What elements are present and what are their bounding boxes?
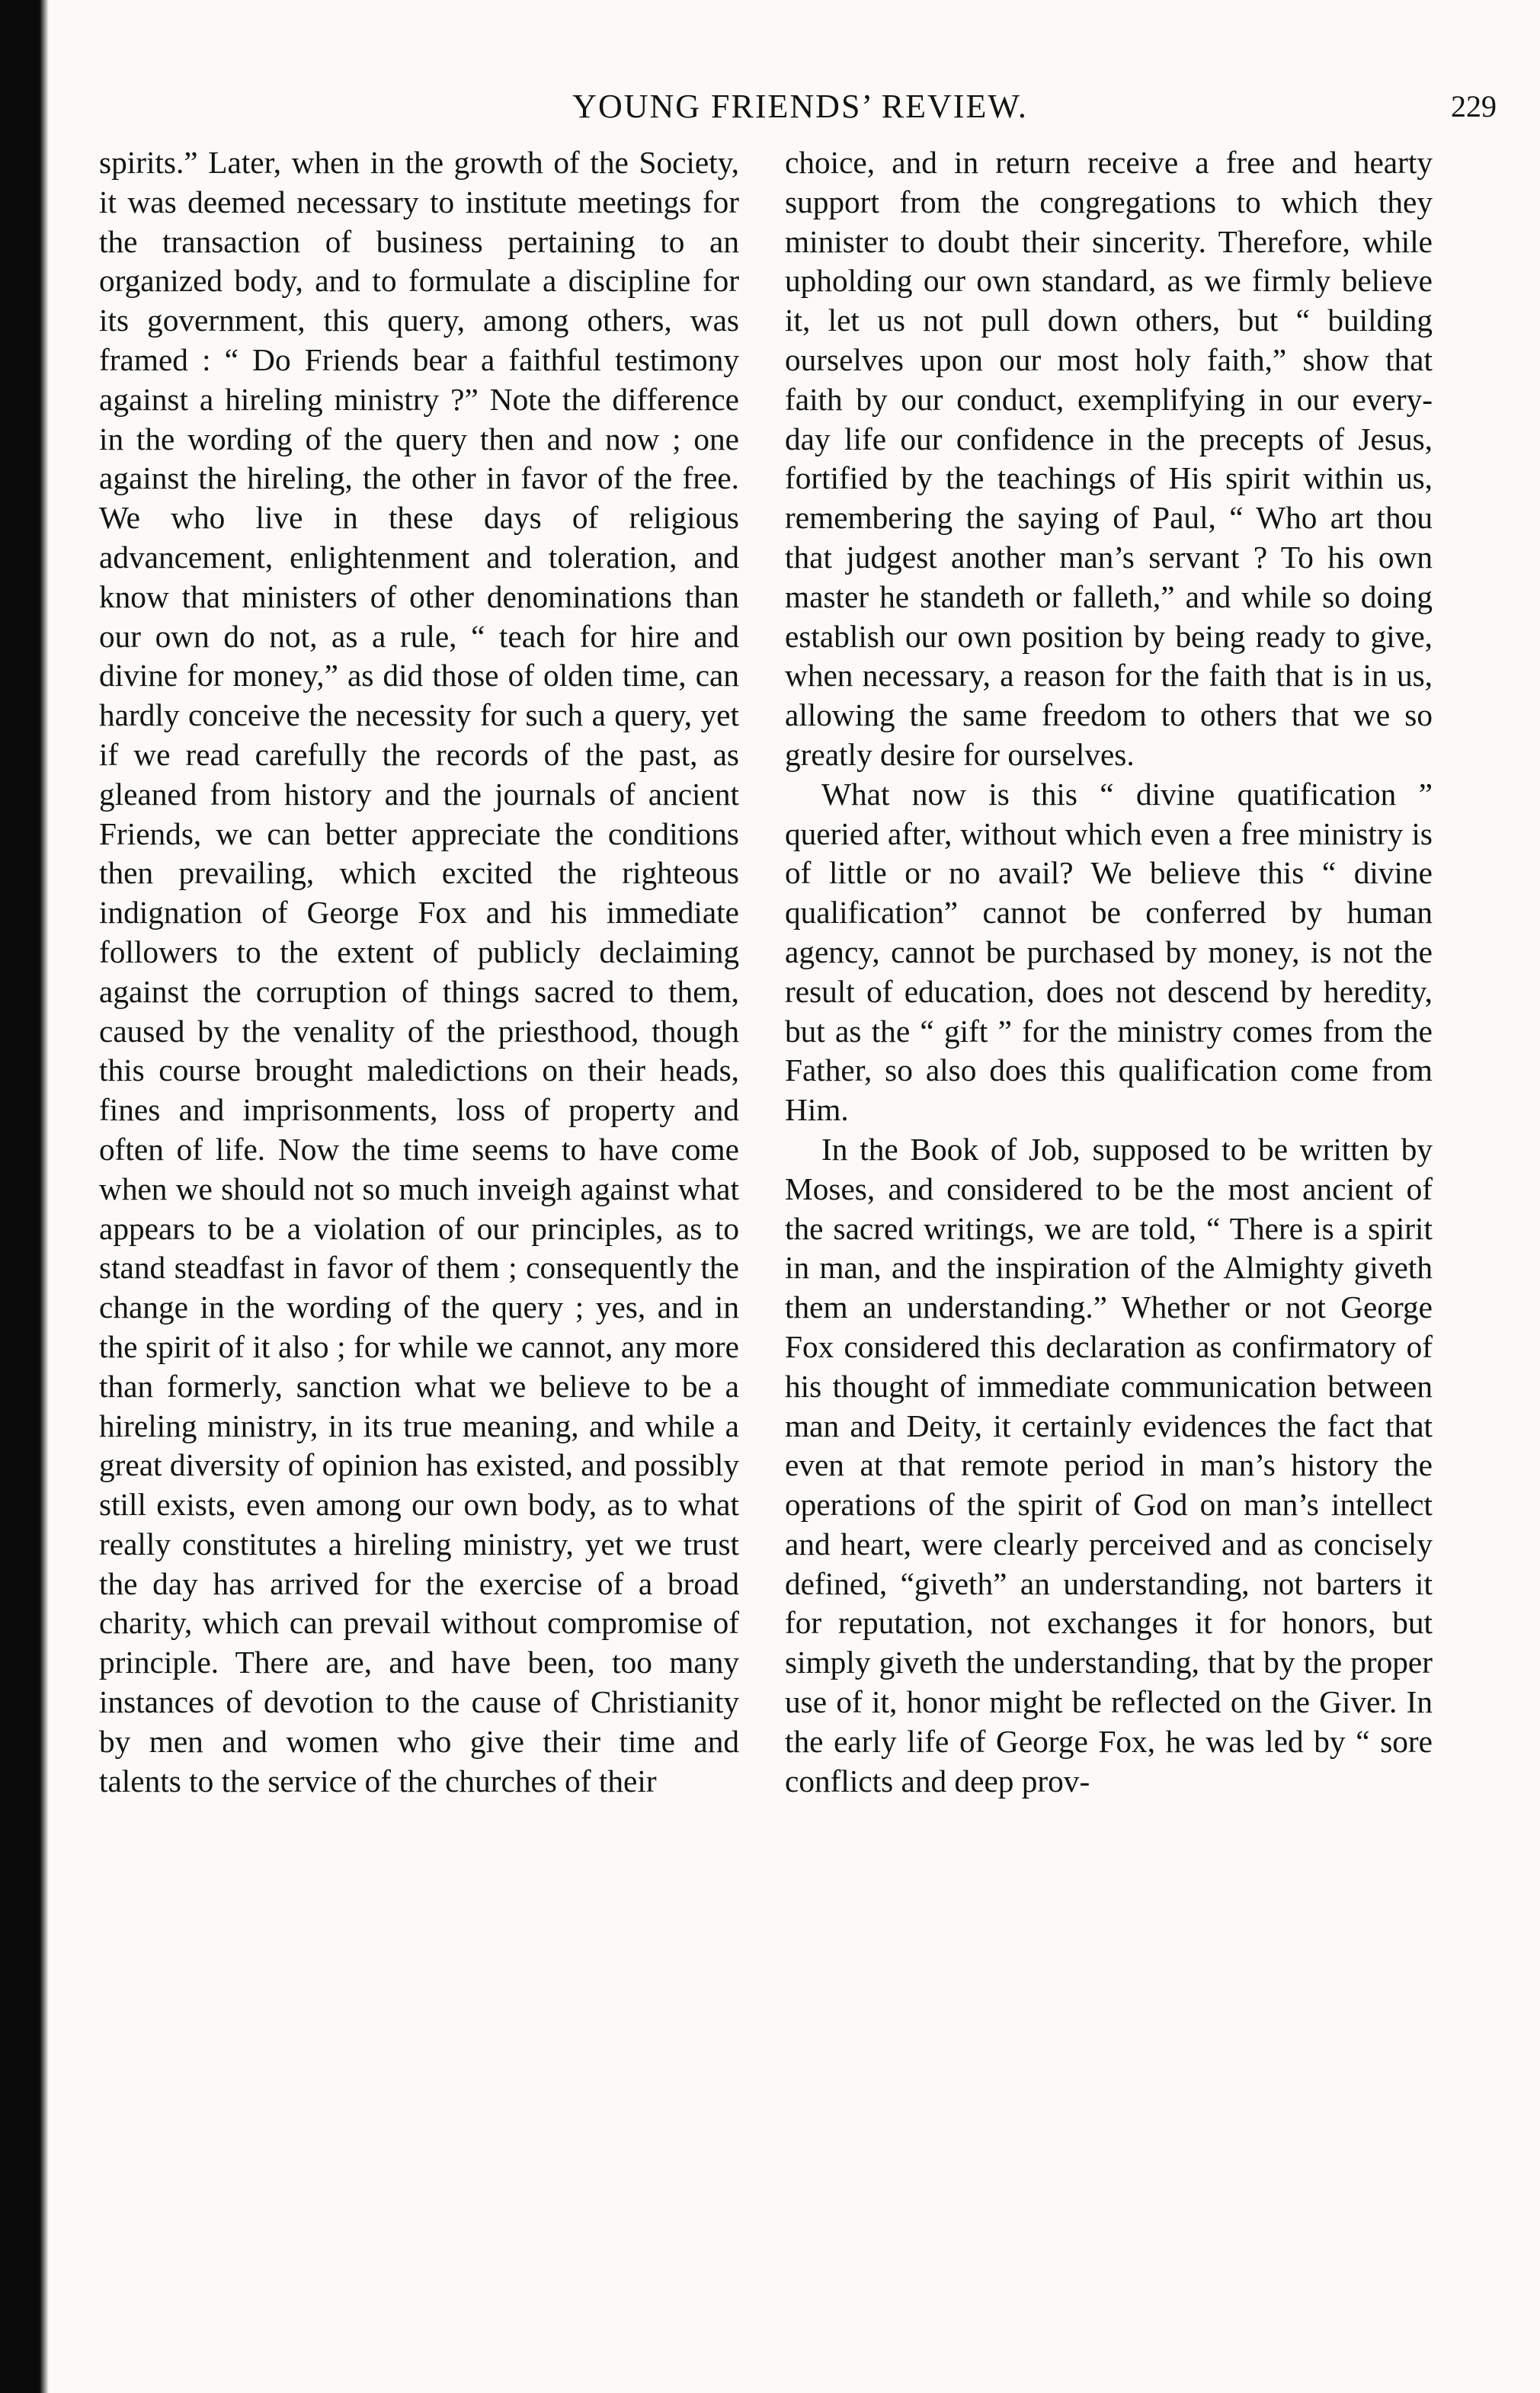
right-column	[785, 143, 1433, 2338]
paragraph: spirits.” Later, when in the growth of the Society, it was deemed necessary to institute meetings for the transaction of business pertaining to an organized body, and to formulate a discipline for its government, this query, among others, was framed : “ Do Friends bear a faithful testimony against a hireling ministry ?” Note the difference in the wording of the query then and now ; one against the hireling, the other in favor of the free. We who live in these days of religious advancement, enlightenment and toleration, and know that ministers of other denominations than our own do not, as a rule, “ teach for hire and divine for money,” as did those of olden time, can hardly conceive the necessity for such a query, yet if we read carefully the records of the past, as gleaned from history and the journals of ancient Friends, we can better appreciate the conditions then prevailing, which excited the righteous indignation of George Fox and his immediate followers to the extent of publicly declaiming against the corruption of things sacred to them, caused by the venality of the priesthood, though this course brought maledictions on their heads, fines and imprisonments, loss of property and often of life. Now the time seems to have come when we should not so much inveigh against what appears to be a violation of our principles, as to stand steadfast in favor of them ; consequently the change in the wording of the query ; yes, and in the spirit of it also ; for while we cannot, any more than formerly, sanction what we believe to be a hireling ministry, in its true meaning, and while a great diversity of opinion has existed, and possibly still exists, even among our own body, as to what really constitutes a hireling ministry, yet we trust the day has arrived for the exercise of a broad charity, which can prevail without compromise of principle. There are, and have been, too many instances of devotion to the cause of Christianity by men and women who give their time and talents to the service of the churches of their	[99, 145, 739, 1799]
running-title: YOUNG FRIENDS’ REVIEW.	[572, 88, 1028, 125]
paragraph: In the Book of Job, supposed to be written by Moses, and considered to be the most ancient of the sacred writings, we are told, “ There is a spirit in man, and the inspiration of the Almighty giveth them an understanding.” Whether or not George Fox considered this declaration as confirmatory of his thought of immediate communication between man and Deity, it certainly evidences the fact that even at that remote period in man’s history the operations of the spirit of God on man’s intellect and heart, were clearly perceived and as concisely defined, “giveth” an understanding, not barters it for reputation, not exchanges it for honors, but simply giveth the understanding, that by the proper use of it, honor might be reflected on the Giver. In the early life of George Fox, he was led by “ sore conflicts and deep prov-	[785, 1131, 1433, 1799]
paragraph: choice, and in return receive a free and hearty support from the congregations to which they minister to doubt their sincerity. Therefore, while upholding our own standard, as we firmly believe it, let us not pull down others, but “ building ourselves upon our most holy faith,” show that faith by our conduct, exemplifying in our every-day life our confidence in the precepts of Jesus, fortified by the teachings of His spirit within us, remembering the saying of Paul, “ Who art thou that judgest another man’s servant ? To his own master he standeth or falleth,” and while so doing establish our own position by being ready to give, when necessary, a reason for the faith that is in us, allowing the same freedom to others that we so greatly desire for ourselves.	[785, 145, 1433, 772]
left-column	[99, 143, 739, 2338]
paragraph: What now is this “ divine quatification ” queried after, without which even a free ministry is of little or no avail? We believe this “ divine qualification” cannot be conferred by human agency, cannot be purchased by money, is not the result of education, does not descend by heredity, but as the “ gift ” for the ministry comes from the Father, so also does this qualification come from Him.	[785, 776, 1433, 1128]
binding-edge	[0, 0, 49, 2393]
page-number: 229	[1451, 89, 1497, 123]
page-header	[99, 80, 1501, 133]
